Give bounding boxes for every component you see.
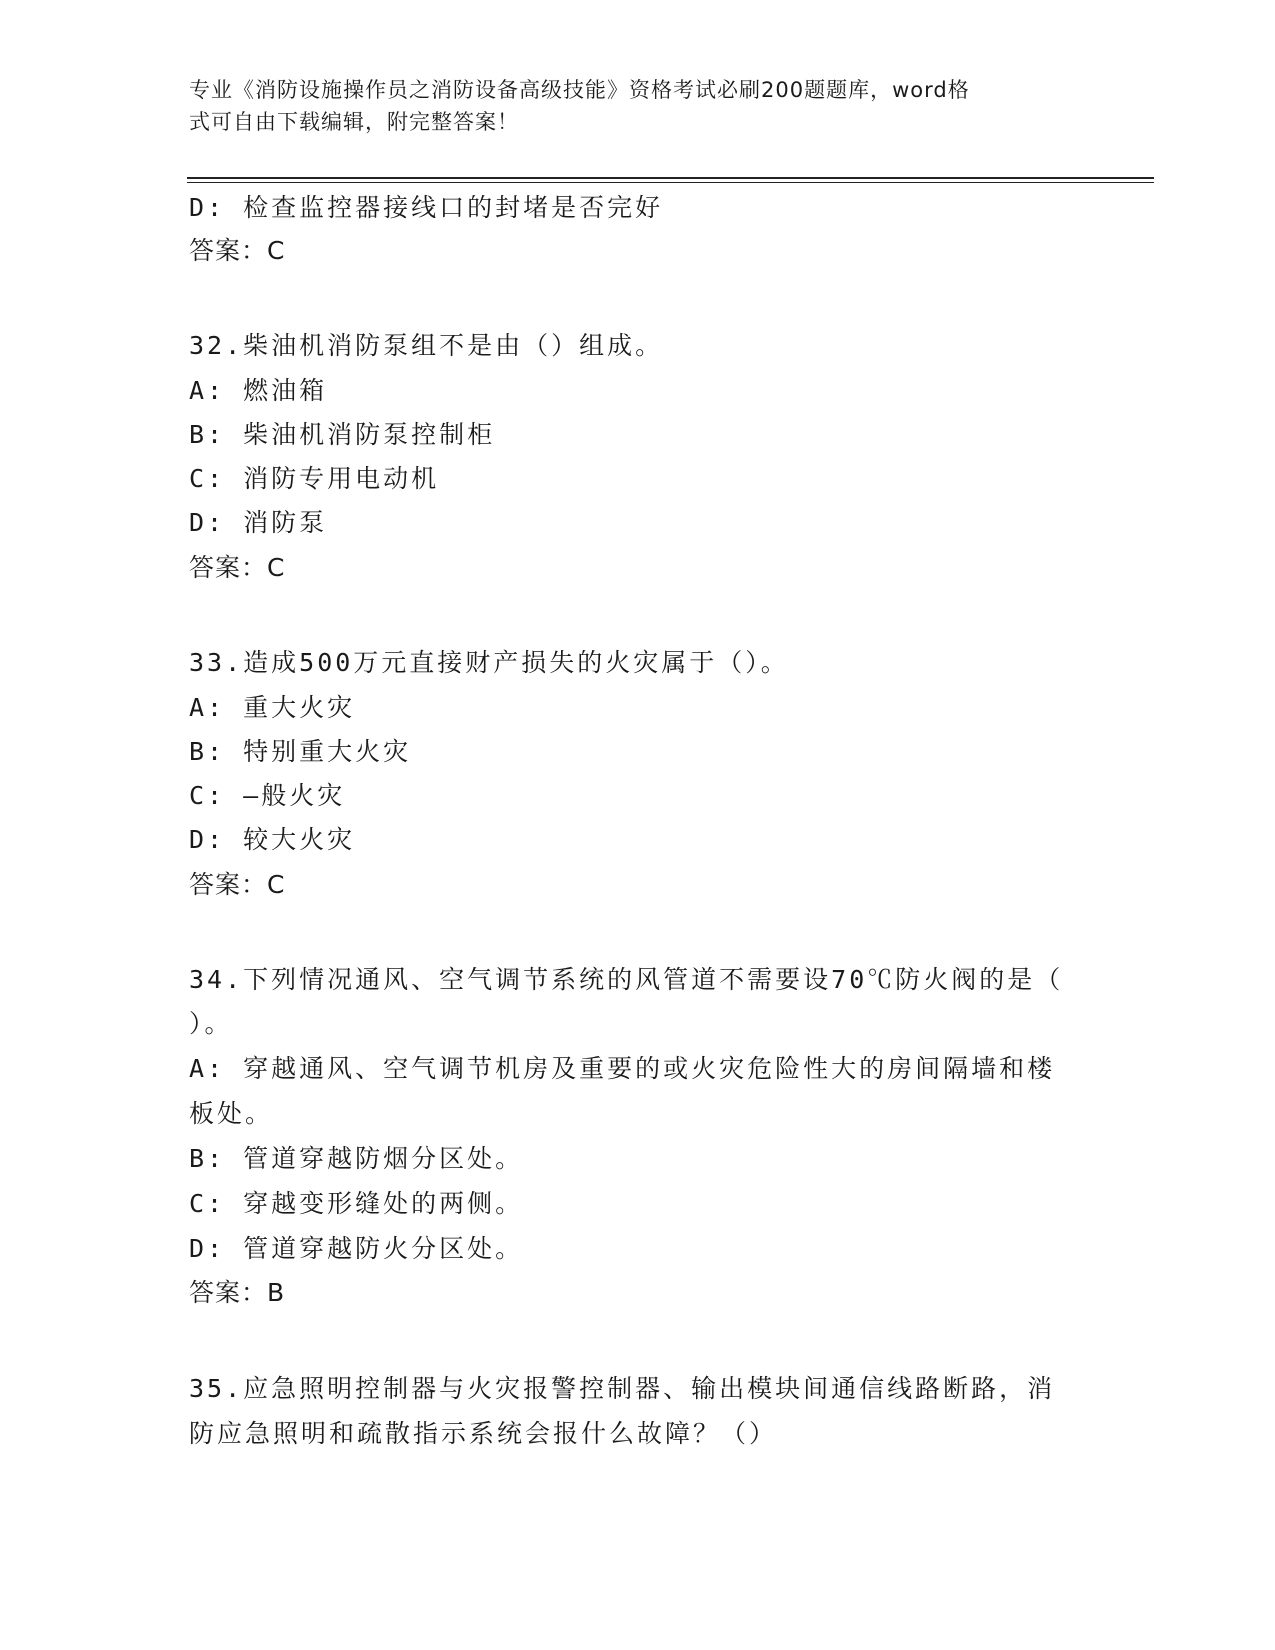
q34-option-d: D: 管道穿越防火分区处。 (189, 1234, 524, 1263)
q34-option-a-line-2: 板处。 (189, 1099, 274, 1128)
q32-option-a: A: 燃油箱 (189, 376, 328, 405)
q34-option-b: B: 管道穿越防烟分区处。 (189, 1144, 524, 1173)
q32-option-b: B: 柴油机消防泵控制柜 (189, 420, 496, 449)
q33-stem: 33.造成500万元直接财产损失的火灾属于（）。 (189, 648, 789, 677)
header-line-2: 式可自由下载编辑，附完整答案！ (189, 110, 519, 134)
q32-option-c: C: 消防专用电动机 (189, 464, 440, 493)
q34-stem-line-2: ）。 (189, 1009, 233, 1038)
q32-option-d: D: 消防泵 (189, 508, 328, 537)
q34-option-a-line-1: A: 穿越通风、空气调节机房及重要的或火灾危险性大的房间隔墙和楼 (189, 1054, 1056, 1083)
q32-stem: 32.柴油机消防泵组不是由（）组成。 (189, 331, 664, 360)
document-header (189, 74, 1089, 138)
q33-option-d: D: 较大火灾 (189, 825, 356, 854)
q34-stem-line-1: 34.下列情况通风、空气调节系统的风管道不需要设70℃防火阀的是（ (189, 965, 1064, 994)
header-divider (187, 177, 1154, 183)
q32-answer: 答案：C (189, 553, 286, 582)
q35-stem-line-1: 35.应急照明控制器与火灾报警控制器、输出模块间通信线路断路，消 (189, 1374, 1056, 1403)
q34-option-c: C: 穿越变形缝处的两侧。 (189, 1189, 524, 1218)
q35-stem-line-2: 防应急照明和疏散指示系统会报什么故障？（） (189, 1419, 778, 1448)
q33-answer: 答案：C (189, 870, 286, 899)
q33-option-b: B: 特别重大火灾 (189, 737, 412, 766)
q31-option-d: D: 检查监控器接线口的封堵是否完好 (189, 193, 664, 222)
q33-option-c: C: —般火灾 (189, 781, 346, 810)
header-line-1: 专业《消防设施操作员之消防设备高级技能》资格考试必刷200题题库，word格 (189, 78, 970, 102)
q34-answer: 答案：B (189, 1278, 286, 1307)
q31-answer: 答案：C (189, 236, 286, 265)
q33-option-a: A: 重大火灾 (189, 693, 356, 722)
